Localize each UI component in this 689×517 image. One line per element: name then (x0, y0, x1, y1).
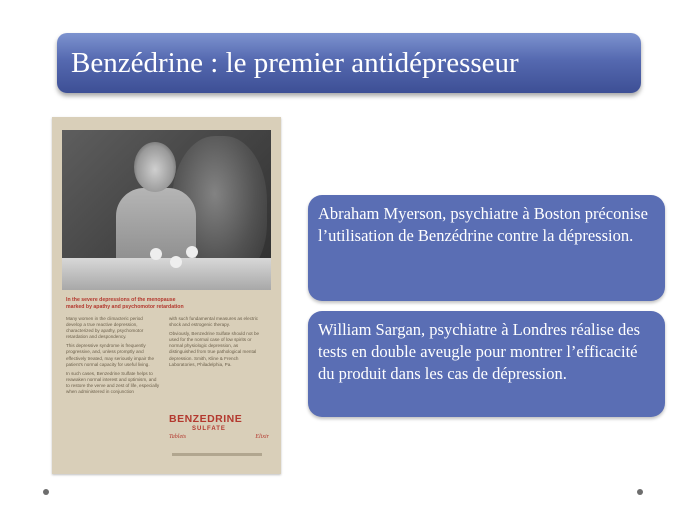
advert-form-tablets: Tablets (169, 434, 187, 440)
advert-headline (66, 297, 271, 311)
advert-form-elixir: Elixir (255, 434, 269, 440)
info-box-text: William Sargan, psychiatre à Londres réalise des tests en double aveugle pour montrer l’efficacité du produit dans les cas de dépression. (318, 320, 641, 383)
woman-head (134, 142, 176, 192)
flower-icon (150, 248, 162, 260)
advert-paragraph: In such cases, Benzedrine Sulfate helps to reawaken normal interest and optimism, and to restore the verve and zest of life, especially when administered in conjunction (66, 370, 160, 395)
slide-title-bar (57, 33, 641, 93)
advert-paragraph: Many women in the climacteric period develop a true reactive depression, characterized by apathy, psychomotor retardation and despondency. (66, 316, 144, 340)
advert-paragraph: with such fundamental measures as electric shock and estrogenic therapy. (169, 316, 259, 328)
advert-text-right (169, 316, 263, 368)
flower-icon (186, 246, 198, 258)
advert-brand-sub: SULFATE (192, 426, 226, 432)
info-box-text: Abraham Myerson, psychiatre à Boston préconise l’utilisation de Benzédrine contre la dépression. (318, 204, 648, 245)
bullet-dot-right (637, 489, 643, 495)
advert-brand-forms (169, 434, 269, 440)
benzedrine-advert-image (52, 117, 281, 474)
bullet-dot-left (43, 489, 49, 495)
advert-text-left (66, 316, 160, 395)
advert-footer-line (172, 453, 262, 456)
info-box-sargan (308, 311, 665, 417)
advert-photo-scene (62, 130, 271, 290)
advert-headline-line1: In the severe depressions of the menopause (66, 297, 176, 303)
advert-headline-line2: marked by apathy and psychomotor retardation (66, 304, 184, 310)
flower-icon (170, 256, 182, 268)
info-box-myerson (308, 195, 665, 301)
table-with-glasses (62, 258, 271, 290)
slide-title: Benzédrine : le premier antidépresseur (71, 46, 519, 79)
advert-paragraph: Obviously, Benzedrine Sulfate should not be used for the normal case of low spirits or normal physiologic depression, as distinguished from true pathological mental depression. Smith, Kline & French Laboratories, Philadelphia, Pa. (169, 331, 260, 367)
advert-brand-name: BENZEDRINE (169, 413, 243, 425)
advert-paragraph: This depressive syndrome is frequently progressive, and, unless promptly and effectively treated, may seriously impair the patient's normal capacity for useful living. (66, 343, 154, 367)
